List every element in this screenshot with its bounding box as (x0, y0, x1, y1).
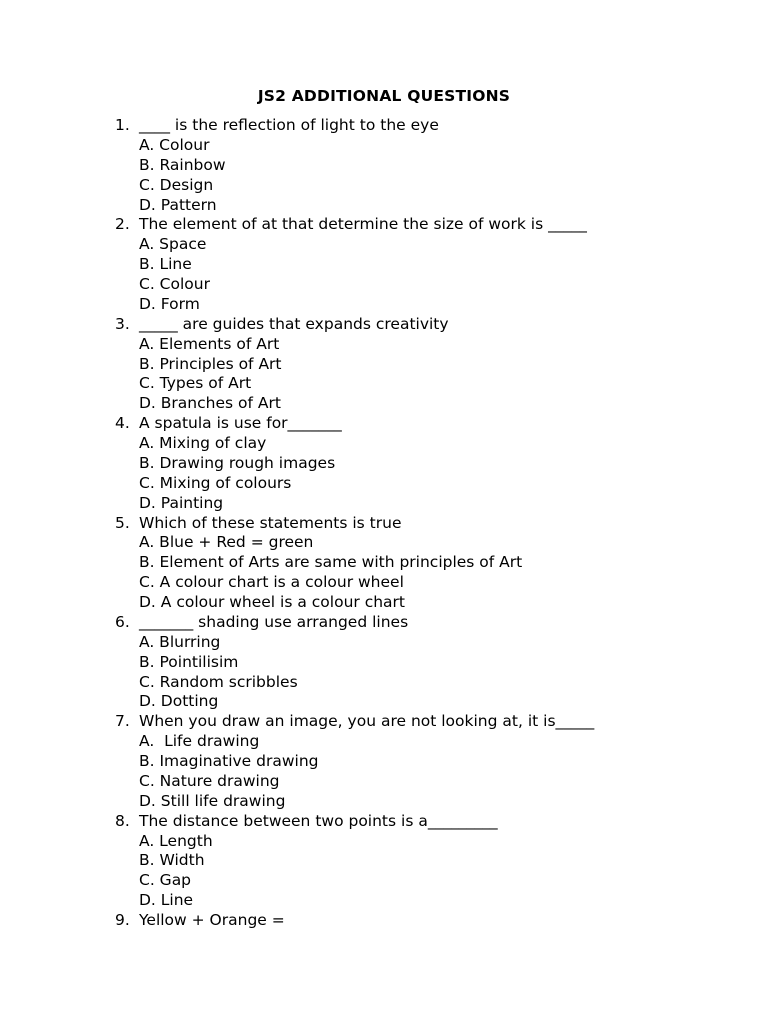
answer-option: B. Drawing rough images (139, 453, 336, 472)
answer-option: B. Rainbow (139, 155, 226, 174)
question-text-line (115, 116, 735, 136)
answer-option: A. Space (139, 235, 207, 254)
answer-option: C. A colour chart is a colour wheel (139, 573, 404, 592)
question-list (115, 116, 735, 931)
question-text: When you draw an image, you are not looking at, it is_____ (139, 712, 595, 731)
question-text-line (115, 712, 735, 732)
answer-option: A. Blurring (139, 632, 221, 651)
question-text: Which of these statements is true (139, 513, 402, 532)
answer-option: D. Branches of Art (139, 394, 281, 413)
question-item (115, 315, 735, 414)
question-number: 9. (115, 911, 130, 929)
answer-option: D. Line (139, 891, 194, 910)
question-text: The distance between two points is a_________ (139, 811, 498, 830)
answer-option: B. Pointilisim (139, 652, 239, 671)
answer-option: D. Dotting (139, 692, 219, 711)
question-number: 1. (115, 116, 130, 134)
answer-option: C. Random scribbles (139, 672, 298, 691)
question-item (115, 116, 735, 215)
answer-option: C. Nature drawing (139, 771, 280, 790)
option-list (115, 533, 735, 613)
question-item (115, 414, 735, 513)
answer-option: D. Still life drawing (139, 791, 286, 810)
question-number: 2. (115, 215, 130, 234)
question-item (115, 215, 735, 314)
question-text-line (115, 315, 735, 335)
question-number: 4. (115, 414, 130, 433)
answer-option: D. Pattern (139, 195, 217, 214)
question-number: 8. (115, 811, 130, 830)
answer-option: A. Life drawing (139, 732, 260, 751)
answer-option: D. A colour wheel is a colour chart (139, 593, 405, 611)
question-text: _____ are guides that expands creativity (139, 314, 449, 333)
answer-option: B. Principles of Art (139, 354, 282, 373)
answer-option: A. Length (139, 831, 213, 850)
answer-option: A. Elements of Art (139, 334, 280, 353)
answer-option: A. Colour (139, 135, 210, 154)
answer-option: A. Mixing of clay (139, 434, 267, 452)
question-text-line (115, 812, 735, 832)
question-text: A spatula is use for_______ (139, 414, 342, 433)
question-text: Yellow + Orange = (139, 911, 285, 929)
question-number: 6. (115, 612, 130, 631)
option-list (115, 235, 735, 315)
question-text-line (115, 911, 735, 931)
answer-option: D. Painting (139, 493, 224, 512)
option-list (115, 732, 735, 812)
answer-option: C. Gap (139, 871, 192, 890)
answer-option: D. Form (139, 294, 200, 313)
question-text: _______ shading use arranged lines (139, 612, 409, 631)
question-text-line (115, 613, 735, 633)
option-list (115, 832, 735, 912)
answer-option: C. Types of Art (139, 374, 252, 393)
answer-option: B. Imaginative drawing (139, 752, 319, 770)
answer-option: B. Line (139, 255, 192, 274)
question-item (115, 712, 735, 811)
question-number: 7. (115, 712, 130, 731)
question-number: 3. (115, 314, 130, 333)
answer-option: C. Mixing of colours (139, 473, 292, 492)
question-number: 5. (115, 513, 130, 532)
question-item (115, 812, 735, 911)
option-list (115, 633, 735, 713)
question-text: The element of at that determine the size of work is _____ (139, 215, 587, 234)
answer-option: A. Blue + Red = green (139, 533, 314, 552)
question-item (115, 514, 735, 613)
question-item (115, 613, 735, 712)
option-list (115, 335, 735, 415)
answer-option: C. Design (139, 175, 214, 194)
option-list (115, 136, 735, 216)
question-text-line (115, 514, 735, 534)
question-text-line (115, 215, 735, 235)
answer-option: B. Width (139, 851, 205, 870)
answer-option: C. Colour (139, 275, 210, 293)
question-text-line (115, 414, 735, 434)
question-text: ____ is the reflection of light to the eye (139, 116, 439, 134)
option-list (115, 434, 735, 514)
answer-option: B. Element of Arts are same with principles of Art (139, 553, 523, 572)
question-item (115, 911, 735, 931)
page-title: JS2 ADDITIONAL QUESTIONS (257, 87, 511, 105)
